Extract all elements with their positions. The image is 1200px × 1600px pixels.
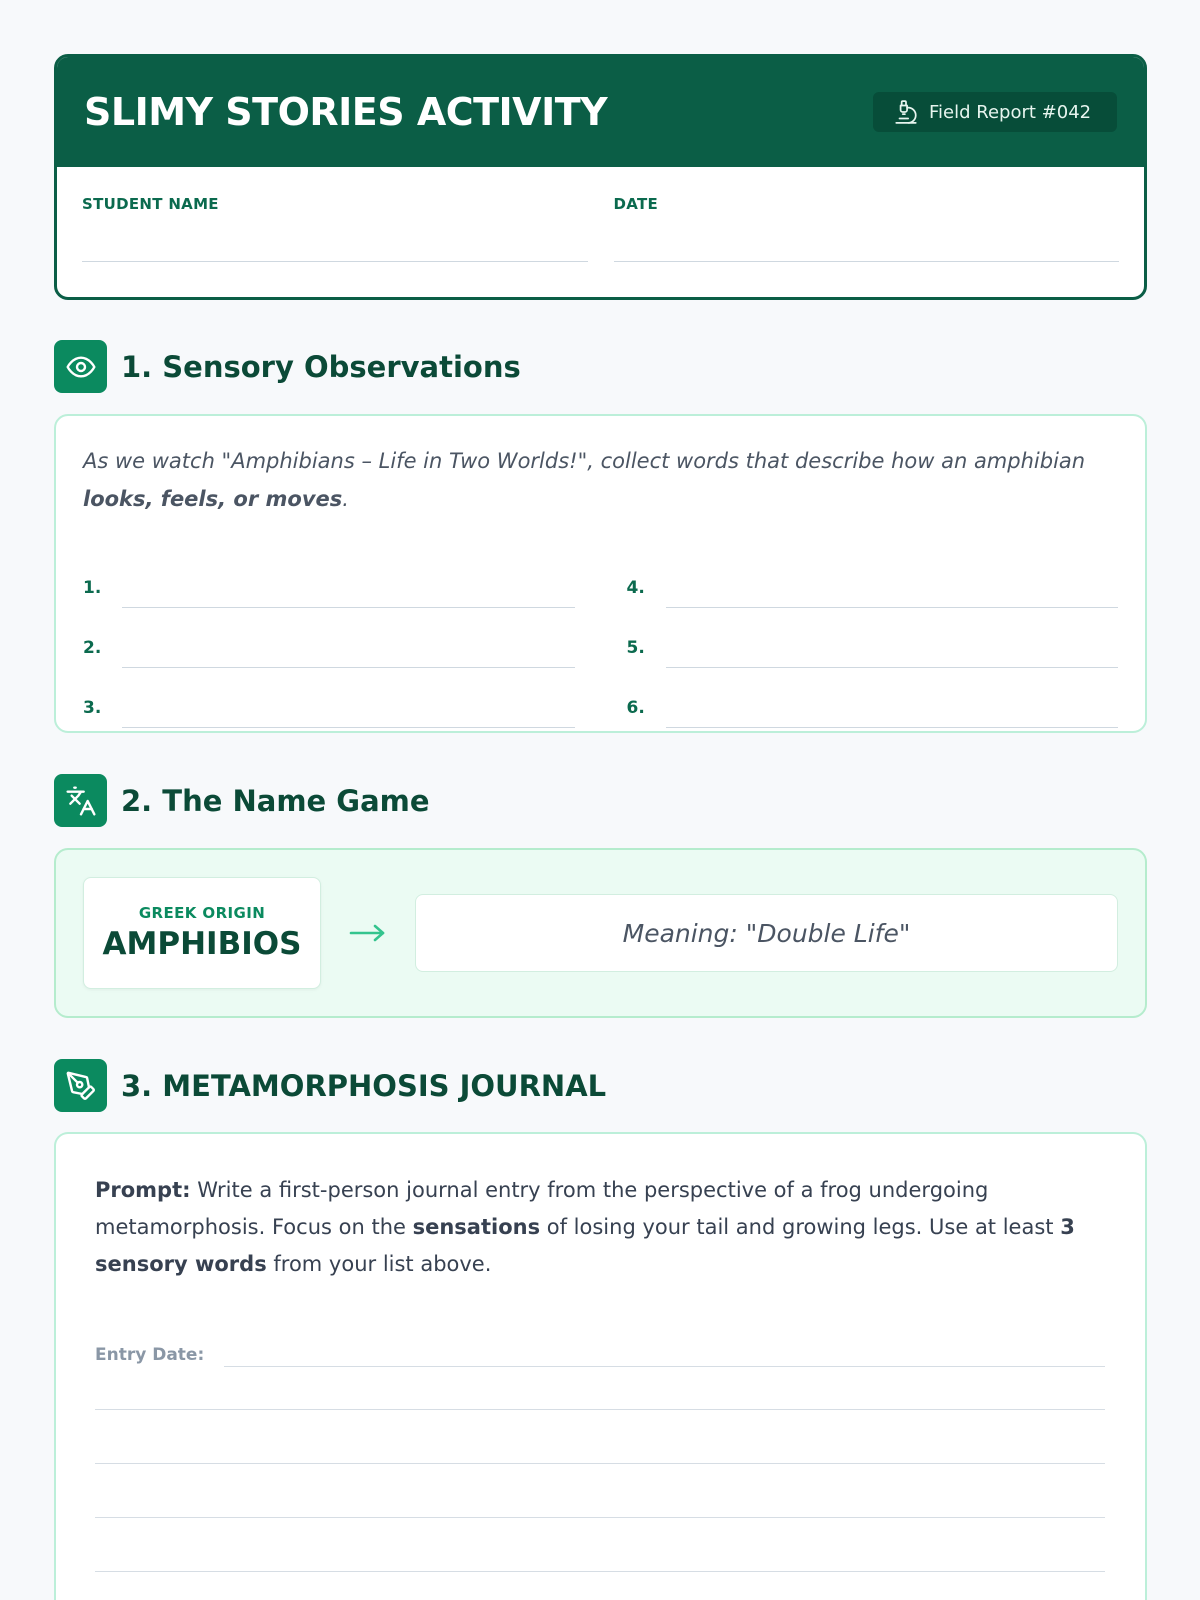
intro-bold: looks, feels, or moves <box>83 487 343 511</box>
date-label: DATE <box>613 195 659 213</box>
observation-line[interactable] <box>666 638 1119 668</box>
name-game-card <box>54 848 1147 1018</box>
section-1-title: 1. Sensory Observations <box>121 349 521 384</box>
observation-row[interactable] <box>627 668 1119 728</box>
observation-number: 4. <box>626 578 645 598</box>
observation-grid <box>83 548 1118 728</box>
section-3-title: 3. METAMORPHOSIS JOURNAL <box>121 1068 607 1103</box>
sensory-instructions <box>83 442 1118 518</box>
journal-line[interactable] <box>95 1518 1105 1572</box>
observation-line[interactable] <box>122 578 575 608</box>
entry-date-line[interactable] <box>224 1366 1105 1367</box>
date-field[interactable] <box>614 195 1120 262</box>
observation-row[interactable] <box>627 548 1119 608</box>
intro-end: . <box>342 487 349 511</box>
observation-number: 6. <box>626 698 645 718</box>
prompt-bold: sensations <box>412 1215 541 1239</box>
entry-date-row[interactable] <box>95 1333 1105 1367</box>
date-line[interactable] <box>614 261 1120 262</box>
observation-line[interactable] <box>122 698 575 728</box>
sensory-card <box>54 414 1147 733</box>
page-title: SLIMY STORIES ACTIVITY <box>84 90 608 134</box>
section-3-heading <box>54 1059 606 1112</box>
prompt-text: of losing your tail and growing legs. Use at least <box>540 1215 1061 1239</box>
header-bar <box>57 57 1144 167</box>
observation-number: 3. <box>83 698 102 718</box>
observation-row[interactable] <box>83 548 575 608</box>
observation-line[interactable] <box>666 578 1119 608</box>
journal-line[interactable] <box>95 1367 1105 1410</box>
journal-line[interactable] <box>95 1410 1105 1464</box>
observation-number: 2. <box>83 638 102 658</box>
observation-row[interactable] <box>83 608 575 668</box>
prompt-label: Prompt: <box>95 1178 191 1202</box>
section-2-title: 2. The Name Game <box>121 783 430 818</box>
report-badge <box>873 92 1117 132</box>
greek-word: AMPHIBIOS <box>102 926 302 962</box>
section-1-heading <box>54 340 521 393</box>
section-2-heading <box>54 774 430 827</box>
observation-row[interactable] <box>83 668 575 728</box>
greek-origin-label: GREEK ORIGIN <box>138 904 266 922</box>
entry-date-label: Entry Date: <box>95 1345 205 1365</box>
observation-number: 1. <box>83 578 102 598</box>
observation-line[interactable] <box>122 638 575 668</box>
header-fields <box>57 167 1144 262</box>
translate-icon <box>54 774 107 827</box>
report-number: Field Report #042 <box>929 101 1092 123</box>
observation-line[interactable] <box>666 698 1119 728</box>
prompt-text: from your list above. <box>266 1252 492 1276</box>
arrow-right-icon <box>321 921 415 945</box>
header-card <box>54 54 1147 300</box>
prompt-text: Write a first-person journal entry from the perspective of a frog undergoing metamorphosis. Focus on the <box>95 1178 989 1239</box>
journal-line[interactable] <box>95 1464 1105 1518</box>
microscope-icon <box>893 99 919 125</box>
journal-card <box>54 1132 1147 1600</box>
observation-row[interactable] <box>627 608 1119 668</box>
intro-text: As we watch "Amphibians – Life in Two Worlds!", collect words that describe how an amphibian <box>83 449 1086 473</box>
worksheet <box>54 54 1147 1365</box>
greek-origin-box <box>83 877 321 989</box>
student-name-field[interactable] <box>82 195 588 262</box>
prompt-bold: 3 sensory words <box>95 1215 1075 1276</box>
journal-prompt <box>95 1172 1105 1283</box>
observation-number: 5. <box>626 638 645 658</box>
student-name-line[interactable] <box>82 261 588 262</box>
student-name-label: STUDENT NAME <box>82 195 219 213</box>
eye-icon <box>54 340 107 393</box>
pen-tool-icon <box>54 1059 107 1112</box>
meaning-box: Meaning: "Double Life" <box>415 894 1118 972</box>
